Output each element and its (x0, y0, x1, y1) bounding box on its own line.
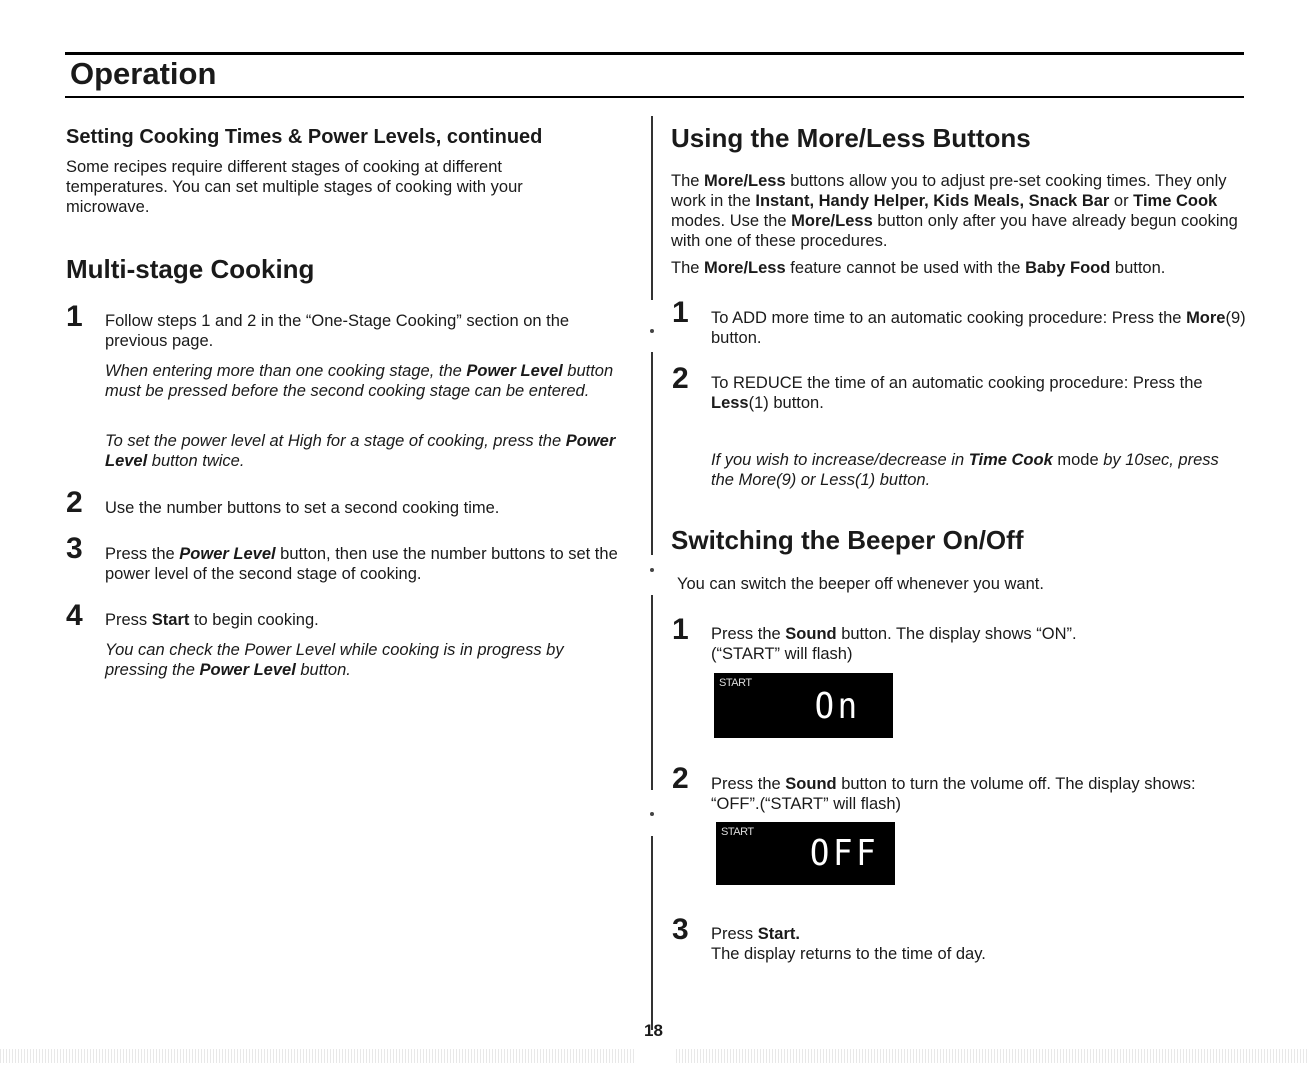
left-intro: Some recipes require different stages of cooking at different temperatures. You can set multiple stages of cooking with your microwave. (66, 158, 523, 216)
display-on (714, 673, 893, 738)
beeper-heading: Switching the Beeper On/Off (671, 525, 1024, 555)
step-number: 2 (66, 486, 83, 519)
title-underline (65, 96, 1244, 98)
divider-dot (650, 329, 654, 333)
beeper-intro: You can switch the beeper off whenever you want. (677, 575, 1044, 593)
step-number: 1 (66, 300, 83, 333)
step-text: Press the Power Level button, then use the number buttons to set the power level of the second stage of cooking. (105, 545, 618, 583)
page-number: 18 (644, 1021, 663, 1040)
step-note: To set the power level at High for a stage of cooking, press the Power Level button twice. (105, 432, 616, 470)
step-number: 4 (66, 599, 83, 632)
step-number: 1 (672, 296, 689, 329)
multistage-heading: Multi-stage Cooking (66, 254, 315, 284)
divider-dot (650, 568, 654, 572)
step-note: You can check the Power Level while cooking is in progress by pressing the Power Level button. (105, 641, 564, 679)
display-off (716, 822, 895, 885)
column-divider (651, 595, 653, 790)
display-value: OFF (809, 833, 880, 874)
time-cook-note: If you wish to increase/decrease in Time Cook mode by 10sec, press the More(9) or Less(1) button. (711, 451, 1219, 489)
step-number: 3 (66, 532, 83, 565)
step-text: Press Start to begin cooking. (105, 611, 319, 629)
page-title: Operation (70, 56, 217, 91)
step-number: 2 (672, 362, 689, 395)
step-text: To ADD more time to an automatic cooking procedure: Press the More(9) button. (711, 309, 1246, 347)
more-less-paragraph: The More/Less buttons allow you to adjust pre-set cooking times. They only work in the Instant, Handy Helper, Kids Meals, Snack Bar or Time Cook modes. Use the More/Less button only after you have already begun cooking with one of these procedures. (671, 172, 1238, 250)
step-number: 3 (672, 913, 689, 946)
step-number: 2 (672, 762, 689, 795)
step-note: When entering more than one cooking stage, the Power Level button must be pressed before the second cooking stage can be entered. (105, 362, 614, 400)
footer-texture (676, 1049, 1308, 1063)
top-rule (65, 52, 1244, 55)
step-text: Press the Sound button. The display shows “ON”. (“START” will flash) (711, 625, 1077, 663)
divider-dot (650, 812, 654, 816)
start-indicator: START (719, 677, 752, 689)
column-divider (651, 836, 653, 1030)
left-subtitle: Setting Cooking Times & Power Levels, continued (66, 126, 543, 148)
step-text: Use the number buttons to set a second cooking time. (105, 499, 500, 517)
more-less-paragraph: The More/Less feature cannot be used with the Baby Food button. (671, 259, 1166, 277)
step-number: 1 (672, 613, 689, 646)
footer-texture (0, 1049, 636, 1063)
column-divider (651, 116, 653, 300)
more-less-heading: Using the More/Less Buttons (671, 123, 1031, 153)
step-text: Press Start. The display returns to the time of day. (711, 925, 986, 963)
column-divider (651, 352, 653, 555)
start-indicator: START (721, 826, 754, 838)
step-text: Follow steps 1 and 2 in the “One-Stage Cooking” section on the previous page. (105, 312, 570, 350)
step-text: Press the Sound button to turn the volume off. The display shows: “OFF”.(“START” will flash) (711, 775, 1196, 813)
display-value: On (814, 686, 861, 727)
step-text: To REDUCE the time of an automatic cooking procedure: Press the Less(1) button. (711, 374, 1203, 412)
